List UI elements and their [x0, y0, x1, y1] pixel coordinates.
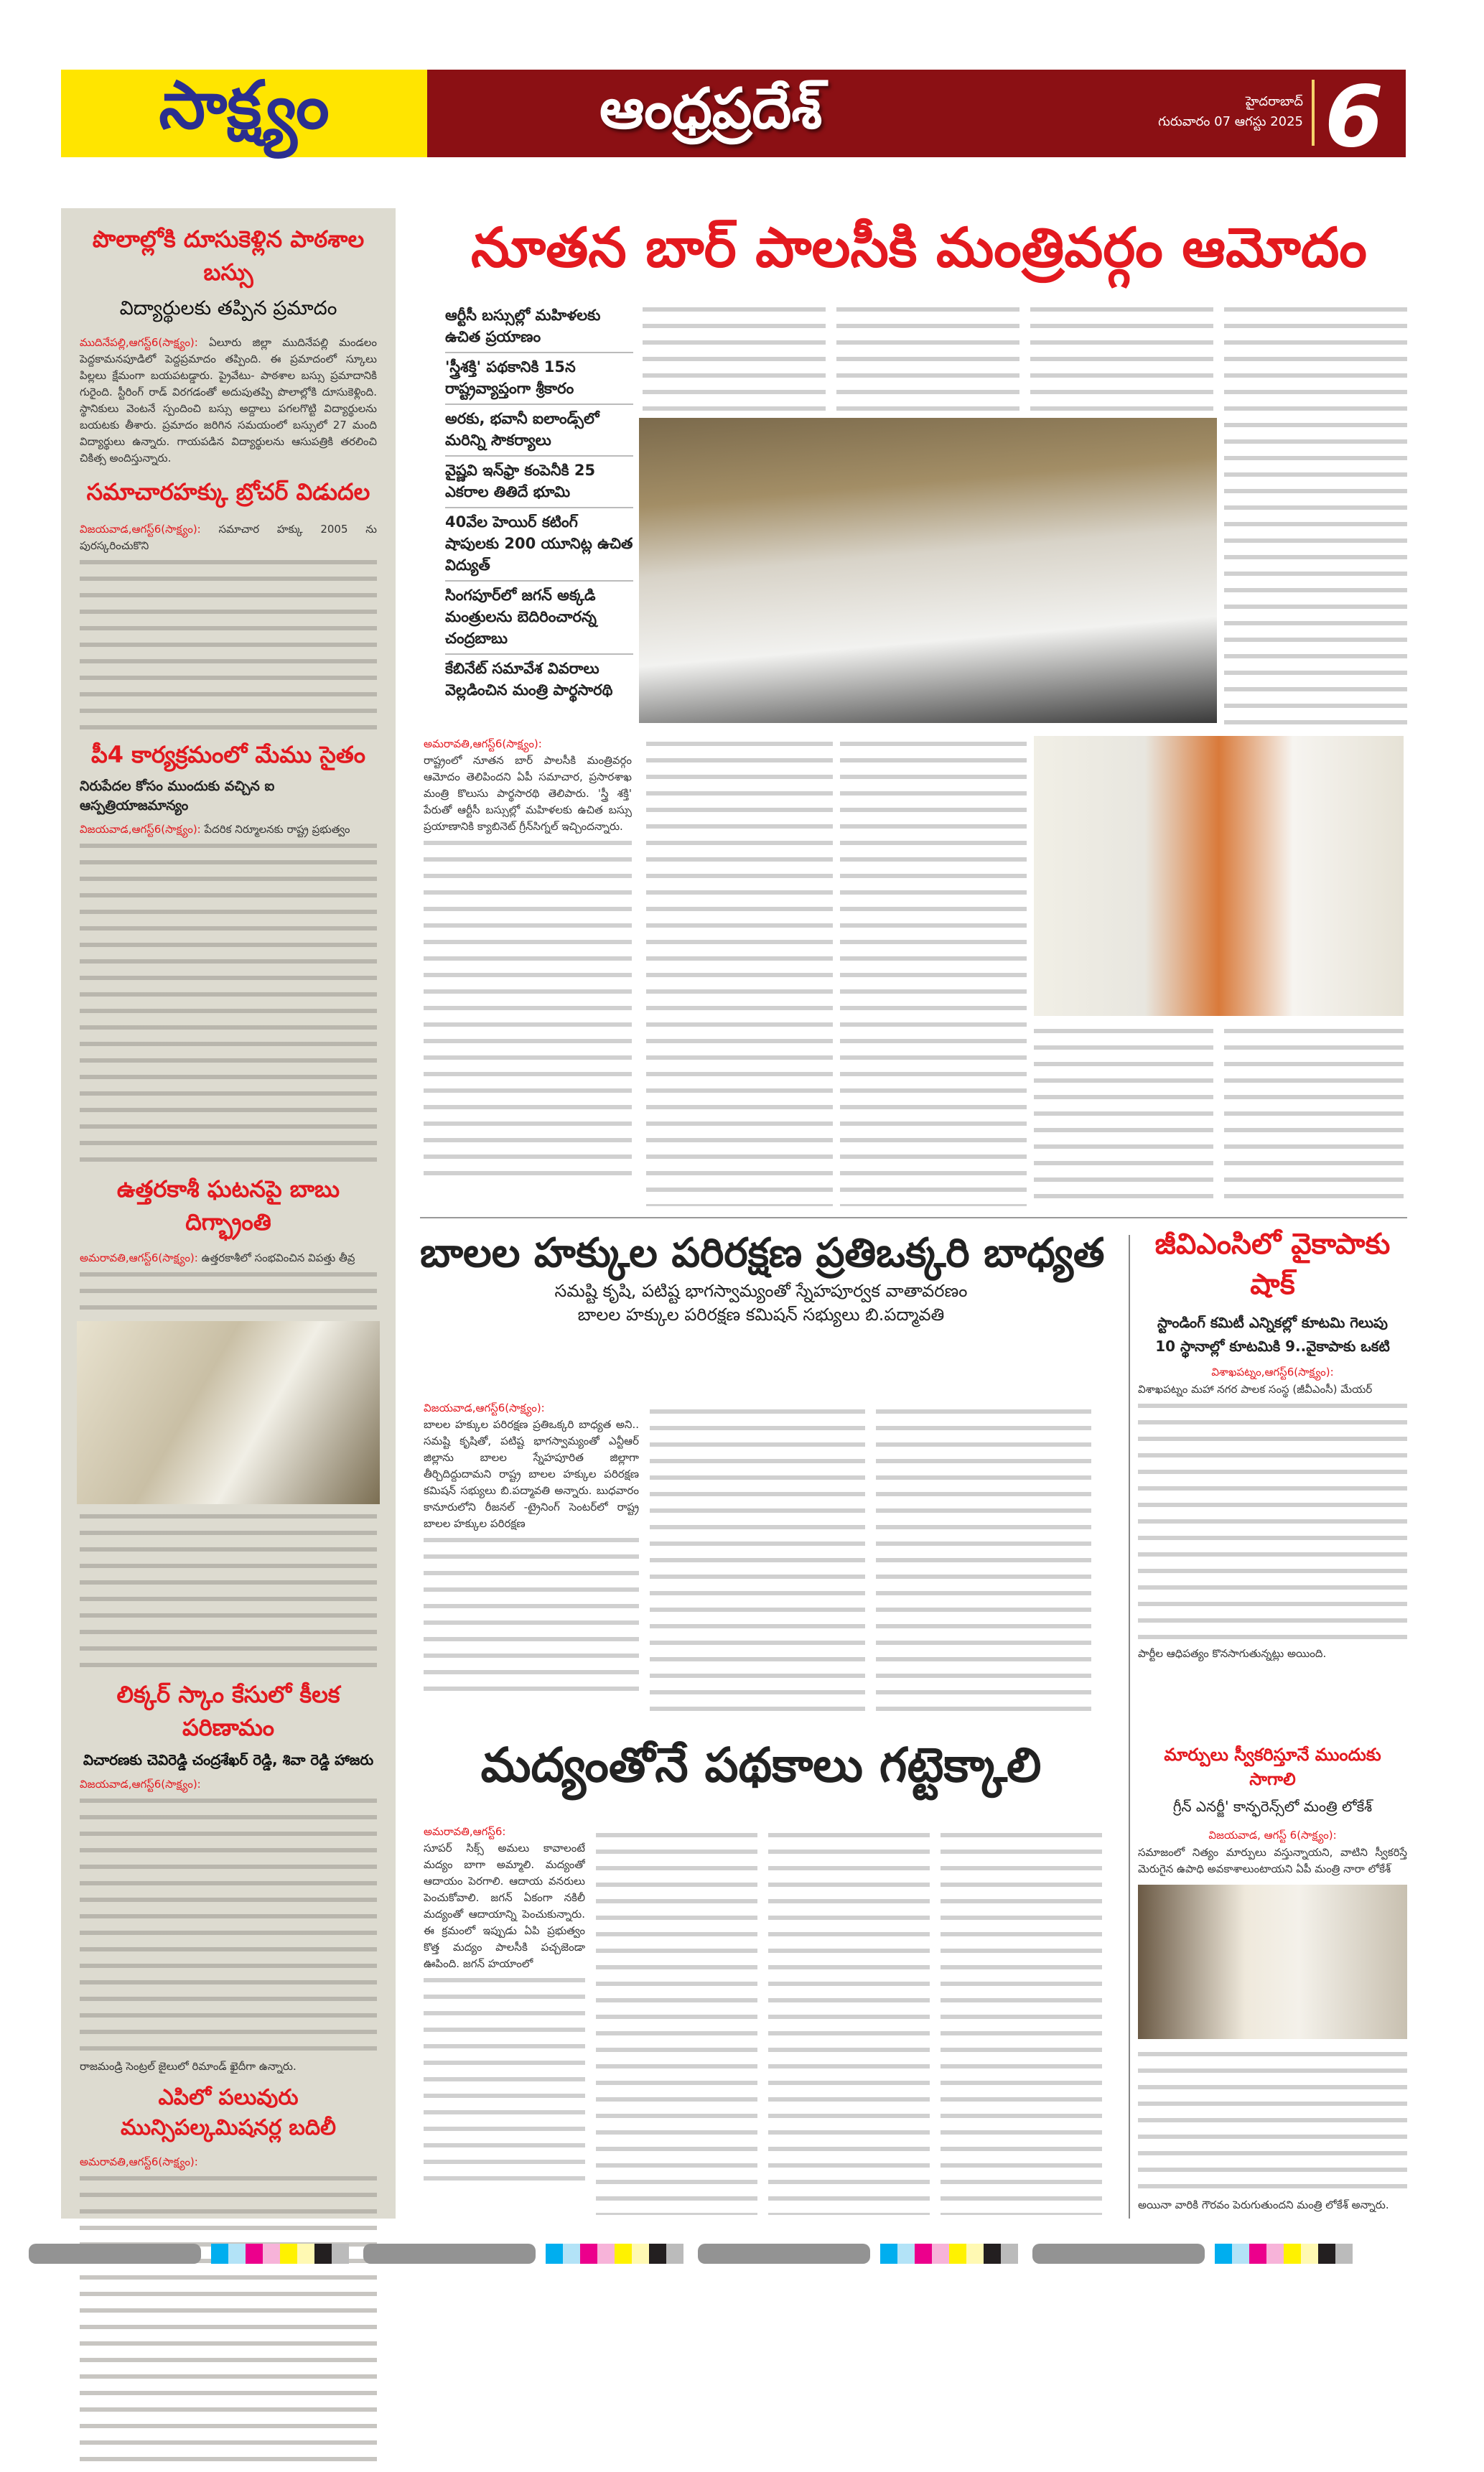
text-lines	[840, 736, 1027, 1206]
headline: మార్పులు స్వీకరిస్తూనే ముందుకు సాగాలి	[1164, 1745, 1381, 1789]
text-lines	[876, 1404, 1091, 1723]
article-body: సూపర్ సిక్స్ అమలు కావాలంటే మద్యం బాగా అమ్మాలి. మద్యంతో ఆదాయం పెరగాలి. ఆదాయ వనరులు పెంచుకోవాలి. జగన్ ఏకంగా నకిలీ మద్యంతో ఆదాయాన్ని పెంచుకున్నారు. ఈ క్రమంలో ఇప్పుడు ఏపి ప్రభుత్వం కొత్త మద్యం పాలసీకి పచ్చజెండా ఊపింది. జగన్ హయాంలో	[424, 1842, 585, 1970]
color-patch	[949, 2244, 966, 2264]
spacer	[1353, 2244, 1367, 2264]
color-patch	[1266, 2244, 1284, 2264]
headline: పీ4 కార్యక్రమంలో మేము సైతం	[91, 741, 365, 768]
uttarakashi-article	[80, 1175, 377, 1674]
child-rights-body	[424, 1400, 639, 1727]
color-patch	[546, 2244, 563, 2264]
spacer	[1018, 2244, 1032, 2264]
color-patch	[280, 2244, 297, 2264]
article-body: ఏలూరు జిల్లా ముదినేపల్లి మండలం పెద్దకామనపూడిలో పెద్దప్రమాదం తప్పింది. ఈ ప్రమాదంలో స్కూలు పిల్లలు క్షేమంగా బయపటడ్డారు. ప్రైవేటు- పాఠశాల బస్సు ప్రమాదానికి గురైంది. స్టీరింగ్ రాడ్ విరగడంతో అదుపుతప్పి పొలాల్లోకి దూసుకెళ్లింది. స్థానికులు వెంటనే స్పందించి బస్సు అద్దాలు పగలగొట్టి విద్యార్థులను బయటకు తీశారు. ప్రమాదం జరిగిన సమయంలో బస్సులో 27 మంది విద్యార్థులు ఉన్నారు. గాయపడిన విద్యార్థులను ఆసుపత్రికి తరలించి చికిత్స అందిస్తున్నారు.	[80, 336, 377, 465]
text-lines	[650, 1404, 865, 1723]
lokesh-article	[1138, 1745, 1407, 2219]
color-patch	[932, 2244, 949, 2264]
chandrababu-photo	[77, 1321, 380, 1504]
lokesh-photo	[1138, 1885, 1407, 2039]
subhead: నిరుపేదల కోసం ముందుకు వచ్చిన ఐ ఆస్పత్రియాజమాన్యం	[80, 778, 275, 813]
text-lines	[646, 736, 833, 1206]
edition-city: హైదరాబాద్	[1245, 94, 1303, 109]
text-lines	[941, 1827, 1102, 2215]
color-patch	[597, 2244, 615, 2264]
headline: లిక్కర్ స్కాం కేసులో కీలక పరిణామం	[116, 1681, 340, 1741]
subhead: విచారణకు చెవిరెడ్డి చంద్రశేఖర్ రెడ్డి, శివా రెడ్డి హాజరు	[83, 1751, 374, 1768]
gray-patch	[1032, 2244, 1205, 2264]
color-patch	[1335, 2244, 1353, 2264]
dateline: విశాఖపట్నం,ఆగస్ట్6(సాక్ష్యం):	[1211, 1366, 1334, 1379]
municipal-article	[80, 2085, 377, 2472]
rti-article	[80, 478, 377, 734]
color-patch	[966, 2244, 984, 2264]
edition-date: గురువారం 07 ఆగస్టు 2025	[1158, 114, 1303, 129]
bus-article	[80, 225, 377, 467]
color-patch	[1249, 2244, 1266, 2264]
divider	[1312, 80, 1315, 146]
color-patch	[580, 2244, 597, 2264]
text-lines	[424, 835, 632, 1180]
cabinet-meeting-photo	[639, 418, 1217, 723]
text-lines	[80, 1508, 377, 1674]
text-lines	[1224, 302, 1407, 725]
headline: సమాచారహక్కు బ్రోచర్ విడుదల	[86, 478, 370, 505]
section-banner	[427, 67, 1406, 166]
page-number: 6	[1325, 67, 1384, 166]
subhead: స్టాండింగ్ కమిటీ ఎన్నికల్లో కూటమి గెలుపు	[1157, 1314, 1388, 1331]
color-patch	[632, 2244, 649, 2264]
headline: ఎపిలో పలువురు మున్సిపల్కమిషనర్ల బదిలీ	[120, 2085, 337, 2140]
dateline: అమరావతి,ఆగస్ట్6:	[424, 1825, 506, 1838]
text-lines	[424, 1972, 585, 2188]
headline: జీవిఎంసిలో వైకాపాకు షాక్	[1154, 1228, 1391, 1301]
highlight-item: 'స్త్రీశక్తి' పథకానికి 15న రాష్ట్రవ్యాప్తంగా శ్రీకారం	[445, 353, 633, 405]
color-patch	[211, 2244, 228, 2264]
text-lines	[1030, 302, 1213, 413]
text-lines	[424, 1532, 639, 1697]
dateline: విజయవాడ,ఆగస్ట్6(సాక్ష్యం):	[80, 523, 201, 536]
color-patch	[563, 2244, 580, 2264]
liquor-article-body	[424, 1824, 585, 2219]
gray-patch	[29, 2244, 201, 2264]
liquor-headline: మద్యంతోనే పథకాలు గట్టెక్కాలి	[480, 1738, 1042, 1793]
highlight-item: 40వేల హెయిర్ కటింగ్ షాపులకు 200 యూనిట్ల ఉచిత విద్యుత్	[445, 508, 633, 582]
dateline: అమరావతి,ఆగస్ట్6(సాక్ష్యం):	[424, 737, 542, 750]
color-patch	[1232, 2244, 1249, 2264]
gray-patch	[363, 2244, 536, 2264]
subhead: సమష్టి కృషి, పటిష్ట భాగస్వామ్యంతో స్నేహపూర్వక వాతావరణం	[554, 1281, 968, 1302]
dateline: అమరావతి,ఆగస్ట్6(సాక్ష్యం):	[80, 1251, 198, 1264]
article-body: ఉత్తరకాశీలో సంభవించిన విపత్తు తీవ్ర	[201, 1251, 355, 1264]
child-rights-article	[420, 1229, 1105, 1327]
text-lines	[1138, 1398, 1407, 1646]
subhead: విద్యార్థులకు తప్పిన ప్రమాదం	[119, 297, 337, 320]
text-lines	[1138, 2046, 1407, 2197]
newspaper-logo: సాక్ష్యం	[61, 70, 427, 157]
highlight-item: కేబినేట్ సమావేశ వివరాలు వెల్లడించిన మంత్రి పార్థసారథి	[445, 660, 613, 699]
section-title: ఆంధ్రప్రదేశ్	[599, 77, 823, 141]
spacer	[683, 2244, 698, 2264]
headline: పొలాల్లోకి దూసుకెళ్లిన పాఠశాల బస్సు	[92, 225, 365, 286]
article-closing: అయినా వారికి గౌరవం పెరుగుతుందని మంత్రి లోకేశ్ అన్నారు.	[1138, 2198, 1389, 2211]
dateline: విజయవాడ, ఆగస్ట్ 6(సాక్ష్యం):	[1208, 1829, 1337, 1842]
subhead: 10 స్థానాల్లో కూటమికి 9..వైకాపాకు ఒకటి	[1155, 1338, 1390, 1355]
print-color-bar	[29, 2244, 1457, 2264]
lead-article-body	[424, 736, 632, 1210]
dateline: విజయవాడ,ఆగస్ట్6(సాక్ష్యం):	[424, 1401, 545, 1414]
text-lines	[643, 302, 826, 413]
text-lines	[1224, 1023, 1404, 1206]
color-patch	[984, 2244, 1001, 2264]
text-lines	[80, 2170, 377, 2472]
color-patch	[1284, 2244, 1301, 2264]
article-body: సమాజంలో నిత్యం మార్పులు వస్తున్నాయని, వాటిని స్వీకరిస్తే మెరుగైన ఉపాధి అవకాశాలుంటాయని ఏపీ మంత్రి నారా లోకేశ్	[1138, 1846, 1407, 1875]
article-body: విశాఖపట్నం మహా నగర పాలక సంస్థ (జీవీఎంసీ) మేయర్	[1138, 1383, 1373, 1396]
text-lines	[80, 1267, 377, 1317]
left-column	[61, 208, 396, 2219]
liquor-case-article	[80, 1681, 377, 2075]
highlight-item: వైష్ణవి ఇన్‌ఫ్రా కంపెనీకి 25 ఎకరాల తితిదే భూమి	[445, 457, 633, 508]
color-patch	[615, 2244, 632, 2264]
minister-press-photo	[1034, 736, 1404, 1016]
divider	[420, 1217, 1407, 1218]
text-lines	[768, 1827, 930, 2215]
subhead: బాలల హక్కుల పరిరక్షణ కమిషన్ సభ్యులు బి.పద్మావతి	[577, 1305, 945, 1325]
text-lines	[1034, 1023, 1213, 1206]
article-body: బాలల హక్కుల పరిరక్షణ ప్రతిఒక్కరి బాధ్యత అని.. సమష్టి కృషితో, పటిష్ట భాగస్వామ్యంతో ఎన్టీఆర్ జిల్లాను బాలల స్నేహపూరిత జిల్లాగా తీర్చిదిద్దుదామని రాష్ట్ర బాలల హక్కుల పరిరక్షణ కమిషన్ సభ్యులు బి.పద్మావతి అన్నారు. బుధవారం కానూరులోని రీజనల్ -ట్రైనింగ్ సెంటర్‌లో రాష్ట్ర బాలల హక్కుల పరిరక్షణ	[424, 1418, 639, 1530]
text-lines	[80, 554, 377, 734]
color-patch	[649, 2244, 666, 2264]
p4-article	[80, 741, 377, 1168]
highlight-item: అరకు, భవానీ ఐలాండ్స్‌లో మరిన్ని సౌకర్యాలు	[445, 405, 633, 457]
dateline: విజయవాడ,ఆగస్ట్6(సాక్ష్యం):	[80, 1778, 201, 1791]
color-patch	[666, 2244, 683, 2264]
subhead: గ్రీన్ ఎనర్జీ' కాన్ఫరెన్స్‌లో మంత్రి లోకేశ్	[1172, 1798, 1373, 1815]
color-patch	[314, 2244, 332, 2264]
color-patch	[915, 2244, 932, 2264]
article-closing: రాజమండ్రి సెంట్రల్ జైలులో రిమాండ్ ఖైదీగా ఉన్నారు.	[80, 2060, 297, 2073]
headline: బాలల హక్కుల పరిరక్షణ ప్రతిఒక్కరి బాధ్యత	[420, 1230, 1105, 1277]
color-patch	[228, 2244, 246, 2264]
article-body: సమాచార హక్కు 2005 ను పురస్కరించుకొని	[80, 523, 377, 552]
color-patch	[1301, 2244, 1318, 2264]
article-body: పేదరిక నిర్మూలనకు రాష్ట్ర ప్రభుత్వం	[204, 823, 350, 836]
color-patch	[263, 2244, 280, 2264]
text-lines	[596, 1827, 757, 2215]
color-patch	[1001, 2244, 1018, 2264]
lead-headline: నూతన బార్ పాలసీకి మంత్రివర్గం ఆమోదం	[471, 215, 1367, 279]
highlight-item: సింగపూర్‌లో జగన్ అక్కడి మంత్రులను బెదిరించారన్న చంద్రబాబు	[445, 582, 633, 655]
column-rule	[1129, 1235, 1130, 2219]
gvmc-article	[1138, 1228, 1407, 1738]
spacer	[349, 2244, 363, 2264]
gray-patch	[698, 2244, 870, 2264]
color-patch	[897, 2244, 915, 2264]
dateline: అమరావతి,ఆగస్ట్6(సాక్ష్యం):	[80, 2155, 198, 2168]
dateline: ముదినేపల్లి,ఆగస్ట్6(సాక్ష్యం):	[80, 336, 198, 349]
color-patch	[1215, 2244, 1232, 2264]
headline: ఉత్తరకాశీ ఘటనపై బాబు దిగ్భ్రాంతి	[116, 1175, 340, 1236]
article-closing: పార్టీల ఆధిపత్యం కొనసాగుతున్నట్లు అయింది.	[1138, 1647, 1327, 1660]
dateline: విజయవాడ,ఆగస్ట్6(సాక్ష్యం):	[80, 823, 201, 836]
article-body: రాష్ట్రంలో నూతన బార్ పాలసీకి మంత్రివర్గం ఆమోదం తెలిపిందని ఏపీ సమాచార, ప్రసారశాఖ మంత్రి కొలుసు పార్థసారథి తెలిపారు. 'స్త్రీ శక్తి' పేరుతో ఆర్టీసీ బస్సుల్లో మహిళలకు ఉచిత బస్సు ప్రయాణానికి క్యాబినెట్ గ్రీన్‌సిగ్నల్ ఇచ్చిందన్నారు.	[424, 754, 632, 833]
text-lines	[80, 838, 377, 1168]
text-lines	[836, 302, 1019, 413]
lead-highlights	[445, 302, 633, 705]
color-patch	[1318, 2244, 1335, 2264]
color-patch	[297, 2244, 314, 2264]
color-patch	[246, 2244, 263, 2264]
color-patch	[332, 2244, 349, 2264]
highlight-item: ఆర్టీసీ బస్సుల్లో మహిళలకు ఉచిత ప్రయాణం	[445, 302, 633, 353]
color-patch	[880, 2244, 897, 2264]
text-lines	[80, 1793, 377, 2058]
